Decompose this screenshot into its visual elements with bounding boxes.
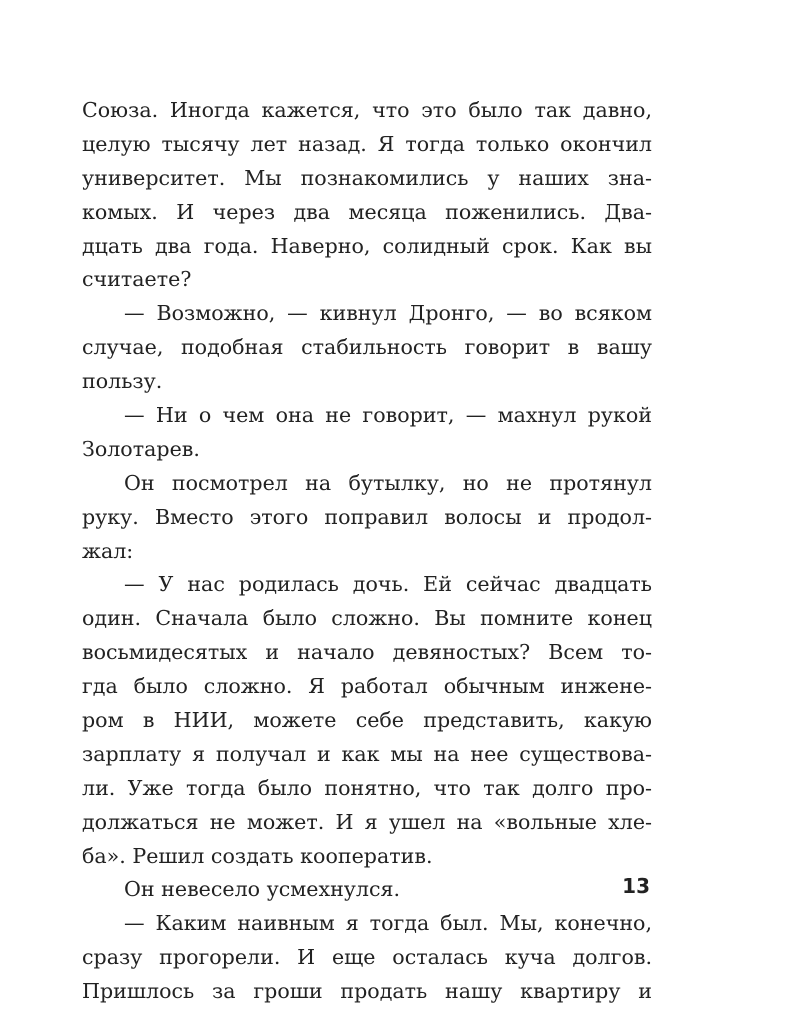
page-number: 13 xyxy=(622,874,650,898)
text-line: жал: xyxy=(82,538,134,563)
text-line: ли. Уже тогда было понятно, что так долго про- xyxy=(82,775,652,800)
text-line: считаете? xyxy=(82,267,192,292)
text-line: должаться не может. И я ушел на «вольные хле- xyxy=(82,809,652,834)
text-line: восьмидесятых и начало девяностых? Всем то- xyxy=(82,640,652,665)
text-line: дцать два года. Наверно, солидный срок. Как вы xyxy=(82,233,652,258)
text-line: Союза. Иногда кажется, что это было так давно, xyxy=(82,98,652,122)
body-text xyxy=(82,94,652,1009)
text-line: Пришлось за гроши продать нашу квартиру и xyxy=(82,979,652,1004)
text-line: случае, подобная стабильность говорит в вашу xyxy=(82,335,652,360)
text-line: Золотарев. xyxy=(82,436,200,461)
text-line: Он невесело усмехнулся. xyxy=(124,877,401,902)
text-line: один. Сначала было сложно. Вы помните конец xyxy=(82,606,652,631)
text-line: сразу прогорели. И еще осталась куча долгов. xyxy=(82,945,652,970)
text-line: целую тысячу лет назад. Я тогда только окончил xyxy=(82,131,652,156)
text-line: — Каким наивным я тогда был. Мы, конечно, xyxy=(124,911,652,936)
text-line: руку. Вместо этого поправил волосы и продол- xyxy=(82,504,652,529)
text-line: ба». Решил создать кооператив. xyxy=(82,843,433,868)
text-line: пользу. xyxy=(82,369,163,394)
text-line: — Возможно, — кивнул Дронго, — во всяком xyxy=(124,301,652,326)
text-line: университет. Мы познакомились у наших зна- xyxy=(82,165,652,190)
text-line: гда было сложно. Я работал обычным инжене- xyxy=(82,674,652,699)
text-line: комых. И через два месяца поженились. Два- xyxy=(82,199,652,224)
text-line: — У нас родилась дочь. Ей сейчас двадцать xyxy=(124,572,652,597)
text-line: — Ни о чем она не говорит, — махнул рукой xyxy=(124,403,652,428)
text-line: ром в НИИ, можете себе представить, какую xyxy=(82,708,652,733)
text-line: зарплату я получал и как мы на нее существова- xyxy=(82,741,652,766)
text-line: Он посмотрел на бутылку, но не протянул xyxy=(124,470,652,495)
